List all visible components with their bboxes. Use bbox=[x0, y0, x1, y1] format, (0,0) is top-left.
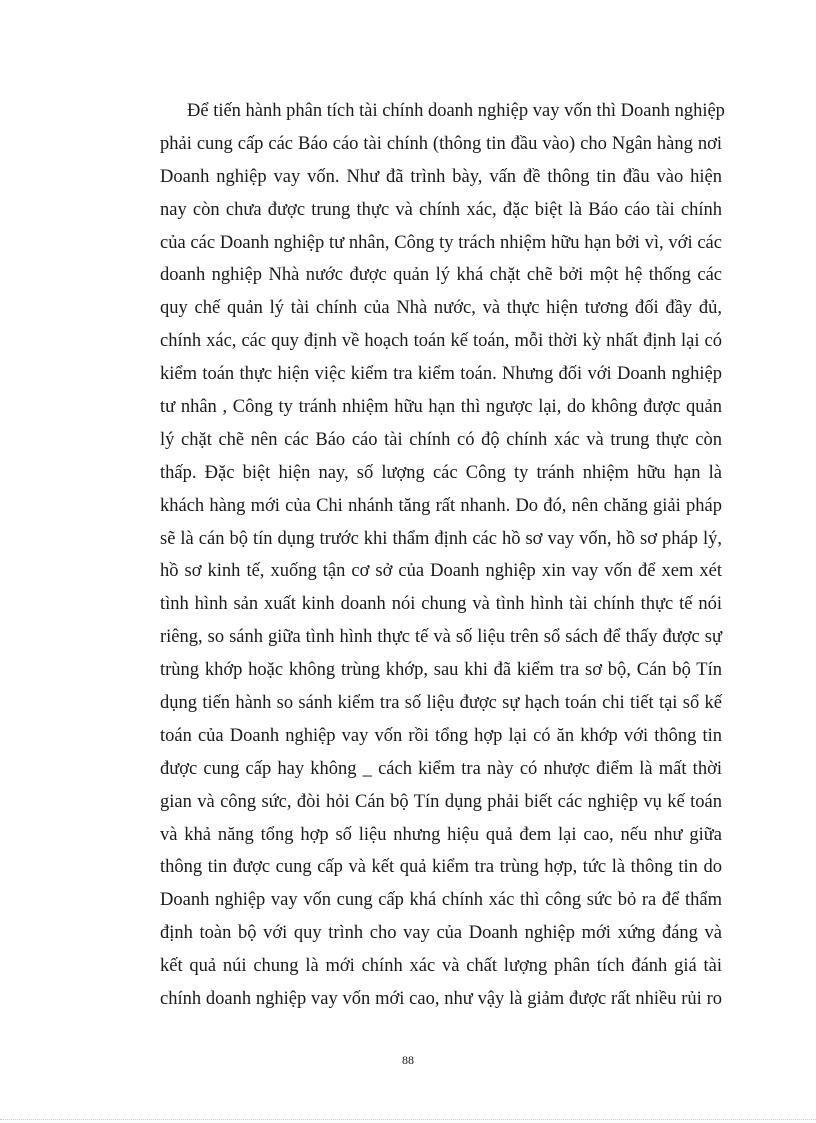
text-line: chính doanh nghiệp vay vốn mới cao, như vậy là giảm được rất nhiều rủi ro bbox=[160, 989, 722, 1010]
text-line: dụng tiến hành so sánh kiểm tra số liệu được sự hạch toán chi tiết tại sổ kế bbox=[160, 693, 722, 714]
text-line: thông tin được cung cấp và kết quả kiểm tra trùng hợp, tức là thông tin do bbox=[160, 857, 722, 878]
page-number: 88 bbox=[402, 1053, 414, 1067]
page-bottom-divider bbox=[0, 1119, 816, 1120]
text-line: Doanh nghiệp vay vốn cung cấp khá chính xác thì công sức bỏ ra để thẩm bbox=[160, 890, 722, 911]
text-line: Để tiến hành phân tích tài chính doanh nghiệp vay vốn thì Doanh nghiệp bbox=[187, 101, 725, 121]
text-line: nay còn chưa được trung thực và chính xác, đặc biệt là Báo cáo tài chính bbox=[160, 199, 722, 220]
text-line: kết quả núi chung là mới chính xác và chất lượng phân tích đánh giá tài bbox=[160, 956, 722, 977]
text-line: và khả năng tổng hợp số liệu nhưng hiệu quả đem lại cao, nếu như giữa bbox=[160, 824, 722, 845]
text-line: phải cung cấp các Báo cáo tài chính (thông tin đầu vào) cho Ngân hàng nơi bbox=[160, 133, 722, 154]
text-line: hồ sơ kinh tế, xuống tận cơ sở của Doanh nghiệp xin vay vốn để xem xét bbox=[160, 561, 722, 582]
text-line: riêng, so sánh giữa tình hình thực tế và số liệu trên sổ sách để thấy được sự bbox=[160, 627, 722, 648]
text-line: gian và công sức, đòi hỏi Cán bộ Tín dụng phải biết các nghiệp vụ kế toán bbox=[160, 791, 722, 812]
text-line: tư nhân , Công ty tránh nhiệm hữu hạn thì ngược lại, do không được quản bbox=[160, 397, 722, 418]
text-line: Doanh nghiệp vay vốn. Như đã trình bày, vấn đề thông tin đầu vào hiện bbox=[160, 166, 722, 187]
text-line: chính xác, các quy định về hoạch toán kế toán, mỗi thời kỳ nhất định lại có bbox=[160, 331, 722, 352]
text-line: định toàn bộ với quy trình cho vay của Doanh nghiệp mới xứng đáng và bbox=[160, 923, 722, 944]
text-line: khách hàng mới của Chi nhánh tăng rất nhanh. Do đó, nên chăng giải pháp bbox=[160, 495, 722, 516]
text-line: quy chế quản lý tài chính của Nhà nước, và thực hiện tương đối đầy đủ, bbox=[160, 298, 722, 319]
text-line: của các Doanh nghiệp tư nhân, Công ty trách nhiệm hữu hạn bởi vì, với các bbox=[160, 232, 722, 253]
text-line: thấp. Đặc biệt hiện nay, số lượng các Công ty tránh nhiệm hữu hạn là bbox=[160, 462, 722, 483]
text-line: toán của Doanh nghiệp vay vốn rồi tổng hợp lại có ăn khớp với thông tin bbox=[160, 725, 722, 746]
text-line: kiểm toán thực hiện việc kiểm tra kiểm toán. Nhưng đối với Doanh nghiệp bbox=[160, 364, 722, 385]
text-line: lý chặt chẽ nên các Báo cáo tài chính có độ chính xác và trung thực còn bbox=[160, 429, 722, 450]
text-line: sẽ là cán bộ tín dụng trước khi thẩm định các hồ sơ vay vốn, hồ sơ pháp lý, bbox=[160, 528, 722, 549]
text-line: tình hình sản xuất kinh doanh nói chung và tình hình tài chính thực tế nói bbox=[160, 594, 722, 615]
text-line: trùng khớp hoặc không trùng khớp, sau khi đã kiểm tra sơ bộ, Cán bộ Tín bbox=[160, 660, 722, 681]
body-paragraph bbox=[160, 95, 725, 1016]
text-line: doanh nghiệp Nhà nước được quản lý khá chặt chẽ bởi một hệ thống các bbox=[160, 265, 722, 286]
text-line: được cung cấp hay không _ cách kiểm tra này có nhược điểm là mất thời bbox=[160, 758, 722, 779]
